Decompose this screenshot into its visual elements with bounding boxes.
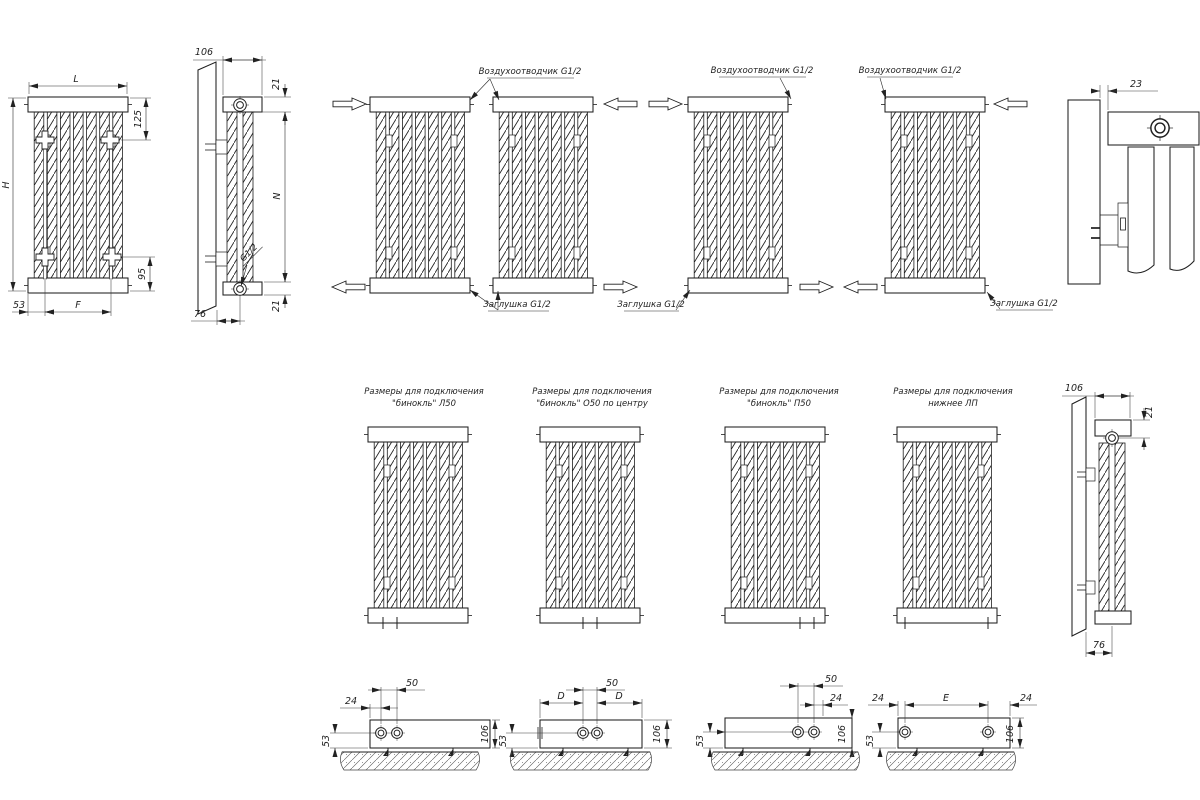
- bottom-detail-O50: [498, 678, 672, 770]
- dim-E: E: [942, 693, 950, 704]
- connection-size-view-P50: [719, 386, 838, 629]
- wall-mount-detail: [1068, 79, 1199, 284]
- dim-106: 106: [1005, 724, 1016, 744]
- air-vent-label-2: [711, 66, 814, 99]
- dim-53: 53: [498, 734, 509, 748]
- plug-label-2: [617, 290, 690, 311]
- svg-text:Заглушка G1/2: Заглушка G1/2: [617, 300, 685, 310]
- dim-23: 23: [1129, 79, 1143, 90]
- front-view: [1, 74, 155, 316]
- dim-D: D: [615, 691, 623, 702]
- connection-scheme-side-left: [332, 97, 474, 293]
- dim-21: 21: [1144, 405, 1155, 419]
- dim-F: F: [75, 300, 81, 311]
- title-line2: "бинокль" О50 по центру: [536, 398, 648, 408]
- side-view-2: [1062, 383, 1155, 657]
- title-line1: Размеры для подключения: [719, 386, 839, 396]
- bottom-detail-P50: [695, 674, 860, 770]
- dim-106: 106: [1064, 383, 1084, 394]
- svg-text:Воздухоотводчик G1/2: Воздухоотводчик G1/2: [710, 66, 814, 76]
- dim-21-top: 21: [271, 77, 282, 91]
- dim-24: 24: [1019, 693, 1033, 704]
- side-view: [191, 47, 291, 325]
- dim-53: 53: [695, 734, 706, 748]
- dim-106: 106: [652, 724, 663, 744]
- dim-106: 106: [480, 724, 491, 744]
- dim-76: 76: [193, 309, 207, 320]
- dim-24: 24: [829, 693, 843, 704]
- dim-D: D: [557, 691, 565, 702]
- plug-label-3: [987, 292, 1058, 310]
- dim-106: 106: [837, 724, 848, 744]
- title-line1: Размеры для подключения: [364, 386, 484, 396]
- connection-scheme-diagonal-left: [649, 97, 833, 293]
- dim-L: L: [73, 74, 79, 85]
- title-line1: Размеры для подключения: [893, 386, 1013, 396]
- dim-24: 24: [871, 693, 885, 704]
- dim-53: 53: [321, 734, 332, 748]
- dim-24: 24: [344, 696, 358, 707]
- dim-N: N: [272, 192, 283, 200]
- bottom-detail-LP: [865, 693, 1037, 770]
- title-line1: Размеры для подключения: [532, 386, 652, 396]
- dim-53: 53: [865, 734, 876, 748]
- svg-text:G1/2: G1/2: [238, 242, 260, 264]
- dim-21-bottom: 21: [271, 299, 282, 313]
- connection-size-view-LP: [893, 386, 1013, 629]
- dim-76: 76: [1092, 640, 1106, 651]
- dim-50: 50: [405, 678, 419, 689]
- air-vent-label-3: [859, 66, 962, 99]
- svg-text:Воздухоотводчик G1/2: Воздухоотводчик G1/2: [478, 67, 582, 77]
- bottom-detail-L50: [321, 678, 500, 770]
- dim-H: H: [1, 181, 12, 189]
- svg-text:Заглушка G1/2: Заглушка G1/2: [990, 299, 1058, 309]
- svg-text:Воздухоотводчик G1/2: Воздухоотводчик G1/2: [858, 66, 962, 76]
- title-line2: "бинокль" Л50: [392, 398, 456, 408]
- title-line2: "бинокль" П50: [747, 398, 811, 408]
- connection-size-view-O50: [532, 386, 651, 629]
- dim-50: 50: [605, 678, 619, 689]
- dim-106: 106: [194, 47, 214, 58]
- dim-125: 125: [133, 109, 144, 129]
- title-line2: нижнее ЛП: [928, 398, 978, 408]
- dim-53: 53: [12, 300, 26, 311]
- svg-text:Заглушка G1/2: Заглушка G1/2: [483, 300, 551, 310]
- connection-scheme-side-right: [489, 97, 637, 293]
- dim-50: 50: [824, 674, 838, 685]
- connection-size-view-L50: [364, 386, 484, 629]
- dim-95: 95: [137, 267, 148, 281]
- air-vent-label-1: [470, 67, 581, 100]
- connection-scheme-diagonal-right: [844, 97, 1027, 293]
